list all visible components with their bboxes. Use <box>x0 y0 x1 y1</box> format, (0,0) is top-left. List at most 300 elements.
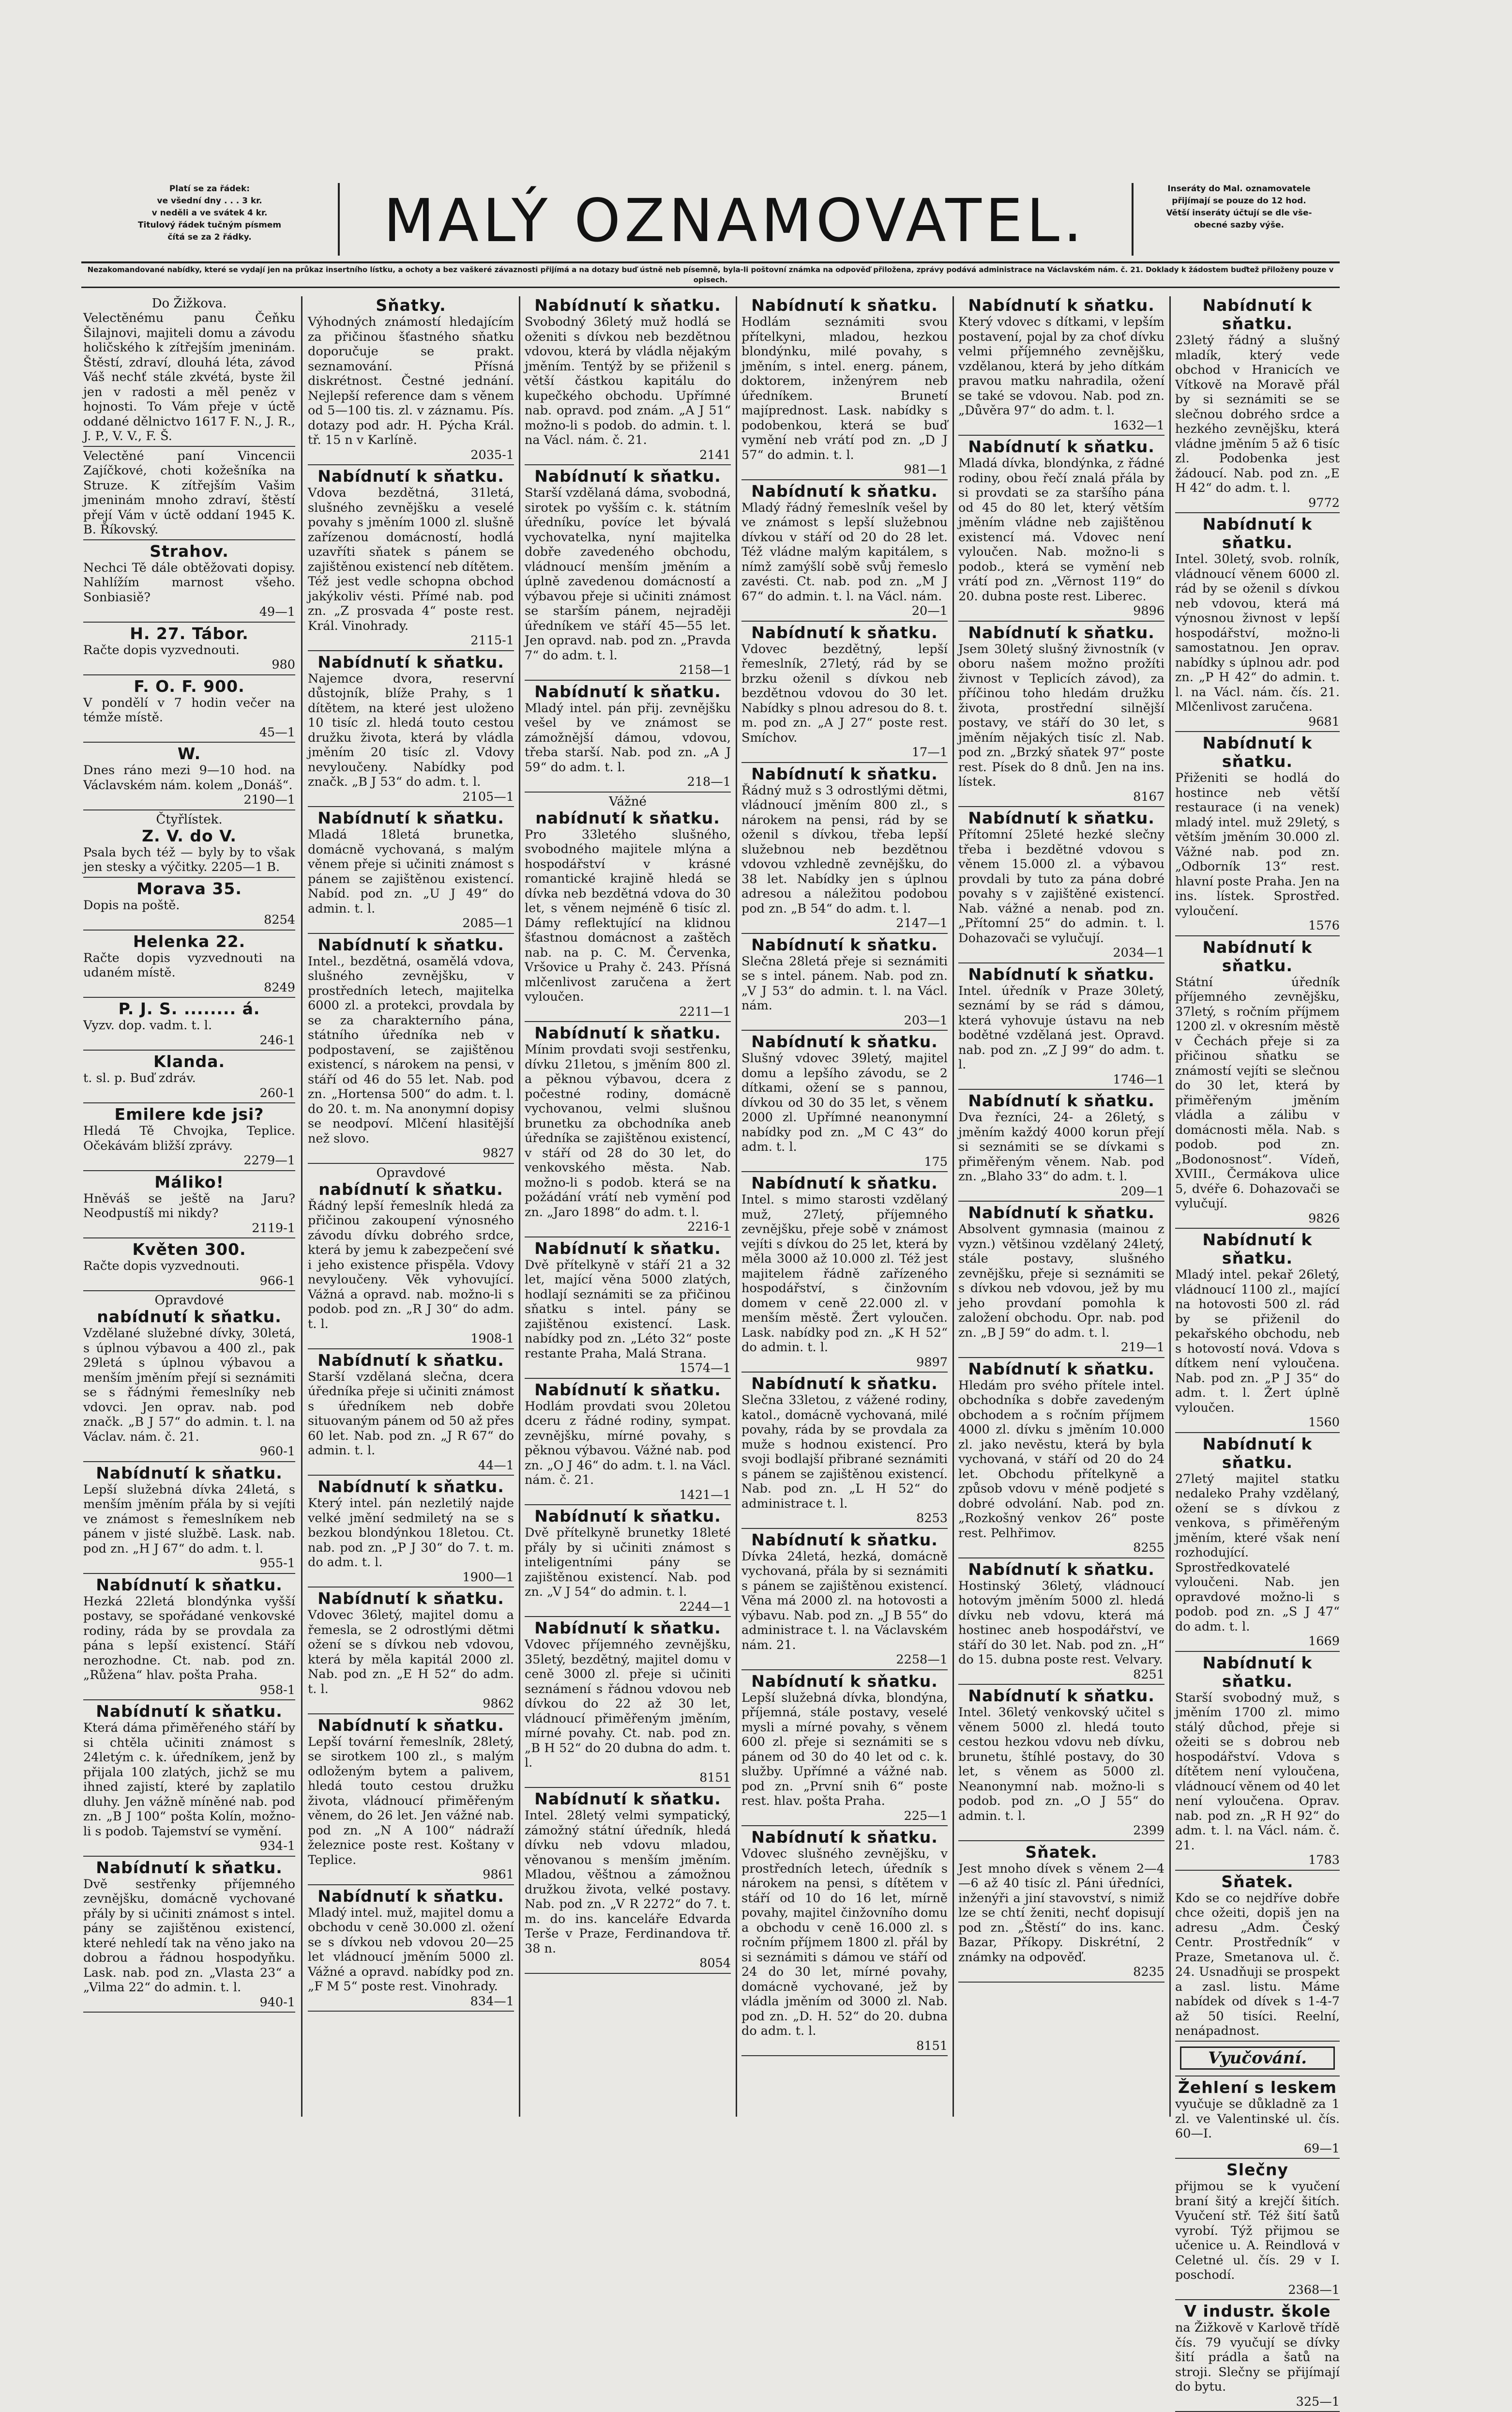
ad-text: Pro 33letého slušného, svobodného majitele mlýna a hospodářství v krásné romantické krajině hledá se dívka neb bezdětná vdova do 30 let, s věnem nejméně 6 tisíc zl. Dámy reflektující na klidnou šťastnou domácnost a zaštěch nab. na p. C. M. Červenka, Vršovice u Prahy č. 243. Přísná mlčenlivost zaručena a žert vyloučen. <box>525 827 731 1004</box>
ad-title: Nabídnutí k sňatku. <box>751 1828 938 1847</box>
ad-title: Nabídnutí k sňatku. <box>751 1530 938 1549</box>
classified-ad <box>308 467 514 651</box>
ad-text: Kdo se co nejdříve dobře chce ožeiti, dopiš jen na adresu „Adm. Český Centr. Prostředník“ v Praze, Smetanova ul. č. 24. Usnadňuji se prospekt a zasl. listu. Máme nabídek od dívek s 1-4-7 až 50 tisíci. Reelní, nenápadnost. <box>1175 1891 1340 2038</box>
pricing-box <box>81 183 340 256</box>
ad-code: 225—1 <box>904 1808 948 1823</box>
classified-ad <box>308 296 514 465</box>
ad-code: 8167 <box>1133 789 1164 804</box>
classified-ad <box>958 965 1164 1090</box>
ad-code: 2211—1 <box>679 1004 731 1019</box>
ad-code: 958-1 <box>259 1682 295 1697</box>
ad-text: Dívka 24letá, hezká, domácně vychovaná, přála by si seznámiti s pánem se zajištěnou existencí. Věna má 2000 zl. na hotovosti a výbavu. Nab. pod zn. „J B 55“ do administrace t. l. na Václavském nám. 21. <box>741 1549 948 1652</box>
classified-ad <box>83 296 295 447</box>
classified-ad <box>83 1053 295 1103</box>
ad-title: Nabídnutí k sňatku. <box>1202 733 1313 771</box>
ad-title: Nabídnutí k sňatku. <box>534 682 721 701</box>
ad-code: 45—1 <box>259 725 295 740</box>
ad-title: Nabídnutí k sňatku. <box>968 623 1155 642</box>
classified-ad <box>1175 1654 1340 1871</box>
ad-title: Nabídnutí k sňatku. <box>534 1507 721 1526</box>
ad-title: Nabídnutí k sňatku. <box>318 1350 504 1370</box>
inserts-box <box>1132 183 1340 256</box>
ad-text: Dvě přítelkyně v stáří 21 a 32 let, mající věna 5000 zlatých, hodlají seznámiti se za přičinou sňatku s intel. pány se zajištěnou existencí. Lask. nabídky pod zn. „Léto 32“ poste restante Praha, Malá Strana. <box>525 1257 731 1361</box>
ad-code: 834—1 <box>470 1994 514 2009</box>
classified-ad <box>308 1716 514 1885</box>
classified-ad <box>83 677 295 743</box>
classified-ad <box>741 1033 948 1172</box>
ad-code: 1632—1 <box>1113 418 1164 433</box>
ad-title: Nabídnutí k sňatku. <box>968 1203 1155 1222</box>
classified-ad <box>1175 296 1340 513</box>
ad-text: Račte dopis vyzvednouti na udaném místě. <box>83 950 295 980</box>
ad-code: 175 <box>924 1154 948 1169</box>
column-6 <box>1175 296 1340 2409</box>
ad-title: Nabídnutí k sňatku. <box>534 296 721 315</box>
ad-text: Přiženiti se hodlá do hostince neb větší restaurace (i na venek) mladý intel. muž 29letý, s větším jměním 30.000 zl. Vážné nab. pod zn. „Odborník 13“ rest. hlavní poste Praha. Jen na ins. lístek. Sprostřed. vyloučení. <box>1175 771 1340 918</box>
ad-kicker: Opravdové <box>376 1165 446 1180</box>
column-5 <box>958 296 1164 2117</box>
ad-text: Vzdělané služebné dívky, 30letá, s úplnou výbavou a 400 zl., pak 29letá s úplnou výbavou a menším jměním přejí si seznámiti se s řádnými řemeslníky neb vdovci. Jen oprav. nab. pod značk. „B J 57“ do admin. t. l. na Václav. nám. č. 21. <box>83 1326 295 1444</box>
ad-title: Nabídnutí k sňatku. <box>1202 1434 1313 1472</box>
ad-code: 934-1 <box>259 1839 295 1853</box>
classified-ad <box>83 625 295 675</box>
ad-text: Řádný lepší řemeslník hledá za přičinou zakoupení výnosného závodu dívku dobrého srdce, která by jemu k zabezpečení své i jeho existence přispěla. Vdovy nevyloučeny. Věk vyhovující. Vážná a opravd. nab. možno-li s podob. pod zn. „R J 30“ do adm. t. l. <box>308 1198 514 1331</box>
ad-title: Nabídnutí k sňatku. <box>1202 1230 1313 1267</box>
ad-title: Nabídnutí k sňatku. <box>318 809 504 827</box>
classified-ad <box>308 936 514 1164</box>
ad-code: 960-1 <box>259 1444 295 1459</box>
ad-title: Nabídnutí k sňatku. <box>751 481 938 501</box>
ad-title: Nabídnutí k sňatku. <box>751 1374 938 1393</box>
ad-code: 940-1 <box>259 1995 295 2010</box>
classified-ad <box>741 765 948 934</box>
ad-title: Nabídnutí k sňatku. <box>96 1702 283 1721</box>
classified-ad <box>308 809 514 934</box>
ad-code: 9827 <box>483 1146 514 1160</box>
ad-code: 1669 <box>1308 1634 1340 1649</box>
ad-code: 8251 <box>1133 1667 1164 1682</box>
ad-title: Strahov. <box>150 541 229 561</box>
ad-text: Račte dopis vyzvednouti. <box>83 1259 240 1273</box>
ad-code: 69—1 <box>1303 2141 1340 2156</box>
ad-title: Morava 35. <box>136 879 242 898</box>
classified-ad <box>525 1507 731 1617</box>
section-heading: Vyučování. <box>1180 2046 1335 2070</box>
ad-code: 2141 <box>699 447 731 462</box>
ad-title: Nabídnutí k sňatku. <box>751 1174 938 1192</box>
column-divider <box>301 296 302 2117</box>
ad-text: Dvě přítelkyně brunetky 18leté přály by si učiniti známost s inteligentními pány se zajištěnou existencí. Nab. pod zn. „V J 54“ do admin. t. l. <box>525 1526 731 1599</box>
ad-code: 8151 <box>699 1770 731 1785</box>
ad-title: Helenka 22. <box>133 931 246 951</box>
ad-code: 2119-1 <box>252 1221 295 1236</box>
ad-text: Jest mnoho dívek s věnem 2—4—6 až 40 tisíc zl. Páni úředníci, inženýři a jiní stavovství, s nimiž lze se chtí ženiti, nechť dopisují pod zn. „Štěstí“ do ins. kanc. Bazar, Příkopy. Diskrétní, 2 známky na odpověď. <box>958 1861 1164 1965</box>
classified-ad <box>741 1374 948 1529</box>
ad-title: Nabídnutí k sňatku. <box>968 1686 1155 1705</box>
ad-text: Slečna 28letá přeje si seznámiti se s intel. pánem. Nab. pod zn. „V J 53“ do admin. t. l. na Václ. nám. <box>741 954 948 1013</box>
ad-text: Mínim provdati svoji sestřenku, dívku 21letou, s jměním 800 zl. a pěknou výbavou, dcera z počestné rodiny, domácně vychovanou, velmi slušnou brunetku za obchodníka aneb úředníka se zajištěnou existencí, v stáří od 28 do 30 let, do venkovského města. Nab. možno-li s podob. která se na požádání vrátí neb vymění pod zn. „Jaro 1898“ do adm. t. l. <box>525 1042 731 1220</box>
ad-code: 9681 <box>1308 714 1340 729</box>
classified-ad <box>308 1478 514 1588</box>
ad-title: Nabídnutí k sňatku. <box>751 935 938 954</box>
ad-code: 2035-1 <box>470 447 514 462</box>
column-divider <box>1169 296 1171 2117</box>
ad-text: Dnes ráno mezi 9—10 hod. na Václavském nám. kolem „Donáš“. <box>83 763 295 793</box>
ad-text: Který vdovec s dítkami, v lepším postavení, pojal by za choť dívku velmi příjemného zevnějšku, vzdělanou, která by jeho dítkám pravou matku nahradila, ožení se také se vdovou. Nab. pod zn. „Důvěra 97“ do adm. t. l. <box>958 315 1164 418</box>
ad-kicker: Čtyřlístek. <box>156 812 223 827</box>
page-title: MALÝ OZNAMOVATEL. <box>383 186 1086 255</box>
classified-ad <box>1175 938 1340 1229</box>
classified-ad <box>525 296 731 465</box>
classified-ad <box>83 812 295 878</box>
ad-code: 2279—1 <box>243 1153 295 1168</box>
ad-code: 8249 <box>264 980 295 995</box>
classified-ad <box>83 1859 295 2013</box>
ad-kicker: Vážné <box>609 794 647 809</box>
ad-text: Který intel. pán nezletilý najde velké jmění sedmiletý na se s bezkou blondýnkou 18letou. Ct. nab. pod zn. „P J 30“ do 7. t. m. do adm. t. l. <box>308 1496 514 1570</box>
classified-ad <box>525 794 731 1023</box>
column-2 <box>308 296 514 2117</box>
ad-code: 8254 <box>264 913 295 927</box>
ad-title: Nabídnutí k sňatku. <box>534 1023 721 1042</box>
classified-ad <box>741 296 948 480</box>
ad-text: Lepší služebná dívka, blondýna, příjemná, stále postavy, veselé mysli a mírné povahy, s věnem 600 zl. přeje si seznámiti se s pánem od 30 do 40 let od c. k. služby. Upřímné a vážné nab. pod zn. „První snih 6“ poste rest. hlav. pošta Praha. <box>741 1690 948 1808</box>
classified-ad <box>741 1672 948 1827</box>
classified-ad <box>1175 1231 1340 1433</box>
ad-kicker: Opravdové <box>154 1293 224 1308</box>
ad-code: 49—1 <box>259 605 295 619</box>
ad-text: Státní úředník příjemného zevnějšku, 37letý, s ročním příjmem 1200 zl. v okresním městě v Čechách přeje si za přičinou sňatku se známostí vejíti se slečnou do 30 let, která by přiměřeným jměním vládla a zálibu v domácnosti měla. Nab. s podob. pod zn. „Bodonosnost“. Vídeň, XVIII., Čermákova ulice 5, dvéře 6. Dohazovači se vylučují. <box>1175 975 1340 1211</box>
ad-title: Žehlení s leskem <box>1178 2078 1337 2097</box>
ad-title: Nabídnutí k sňatku. <box>318 467 504 486</box>
ad-text: Mladý řádný řemeslník vešel by ve známost s lepší služebnou dívkou v stáří od 20 do 28 let. Též vládne malým kapitálem, s nímž zamýšlí sobě svůj řemeslo zavésti. Ct. nab. pod zn. „M J 67“ do admin. t. l. na Václ. nám. <box>741 500 948 604</box>
classified-ad <box>525 683 731 793</box>
ad-code: 1746—1 <box>1113 1072 1164 1087</box>
ad-text: Dva řezníci, 24- a 26letý, s jměním každý 4000 korun přejí si seznámiti se se dívkami s přiměřeným věnem. Nab. pod zn. „Blaho 33“ do adm. t. l. <box>958 1110 1164 1184</box>
ad-text: Hezká 22letá blondýnka vyšší postavy, se spořádané venkovské rodiny, ráda by se provdala za pána s lepší existencí. Stáří nerozhodne. Ct. nab. pod zn. „Růžena“ hlav. pošta Praha. <box>83 1594 295 1682</box>
column-divider <box>519 296 520 2117</box>
ad-text: Velectěné paní Vincencii Zajíčkové, choti kožešníka na Struze. K zítřejším Vašim jmeninám mnoho zdraví, štěstí přejí Vám v úctě oddaní 1945 K. B. Říkovský. <box>83 448 295 537</box>
ad-title: Nabídnutí k sňatku. <box>1202 515 1313 552</box>
ad-title: W. <box>177 744 201 763</box>
classified-ad <box>741 1174 948 1373</box>
ad-title: Nabídnutí k sňatku. <box>534 1238 721 1258</box>
classified-ad <box>83 1240 295 1291</box>
ad-text: 23letý řádný a slušný mladík, který vede obchod v Hranicích ve Vítkově na Moravě přál by si seznámiti se se slečnou dobrého srdce a hezkého zevnějšku, která vládne jměním 5 až 6 tisíc zl. Podobenka jest žádoucí. Nab. pod zn. „E H 42“ do adm. t. l. <box>1175 333 1340 495</box>
ad-code: 1560 <box>1308 1415 1340 1430</box>
classified-ad <box>308 1589 514 1714</box>
ad-text: Starší vzdělaná dáma, svobodná, sirotek po vyšším c. k. státním úředníku, povíce let bývalá vychovatelka, nyní majitelka dobře zavedeného obchodu, vládnoucí menším jměním a úplně zavedenou domácností a výbavou přeje si učiniti známost se starším pánem, nejraději úředníkem ve stáří 45—55 let. Jen opravd. nab. pod zn. „Pravda 7“ do adm. t. l. <box>525 486 731 663</box>
classified-ad <box>83 1105 295 1171</box>
classified-ad <box>1175 2046 1340 2077</box>
classified-ad <box>83 1464 295 1574</box>
ad-title: Máliko! <box>154 1172 224 1191</box>
ad-code: 1574—1 <box>679 1361 731 1375</box>
ad-title: Nabídnutí k sňatku. <box>534 1789 721 1808</box>
column-1 <box>83 296 295 2117</box>
classified-ad <box>741 936 948 1031</box>
ad-code: 246-1 <box>259 1033 295 1048</box>
ad-code: 1908-1 <box>470 1331 514 1346</box>
ad-title: H. 27. Tábor. <box>130 624 249 643</box>
ad-code: 2147—1 <box>896 916 948 931</box>
ad-title: Nabídnutí k sňatku. <box>1202 937 1313 975</box>
ad-code: 9772 <box>1308 495 1340 510</box>
ad-title: Nabídnutí k sňatku. <box>968 1359 1155 1378</box>
ad-text: Nechci Tě dále obtěžovati dopisy. Nahlížím marnost všeho. Sonbiasiě? <box>83 560 295 605</box>
classified-ad <box>83 1000 295 1051</box>
ad-title: Nabídnutí k sňatku. <box>968 809 1155 827</box>
ad-text: Mladý intel. pekař 26letý, vládnoucí 1100 zl., mající na hotovosti 500 zl. rád by se přiženil do pekařského obchodu, neb s hotovostí nová. Vdova s dítkem není vyloučena. Nab. pod zn. „P J 35“ do adm. t. l. Žert úplně vyloučen. <box>1175 1267 1340 1415</box>
classified-ad <box>1175 2078 1340 2159</box>
ad-code: 955-1 <box>259 1556 295 1571</box>
ad-text: Vdovec bezdětný, lepší řemeslník, 27letý, rád by se brzku oženil s dívkou neb bezdětnou vdovou do 30 let. Nabídky s plnou adresou do 8. t. m. pod zn. „A J 27“ poste rest. Smíchov. <box>741 641 948 745</box>
ad-text: Slušný vdovec 39letý, majitel domu a lepšího závodu, se 2 dítkami, ožení se s pannou, dívkou od 30 do 35 let, s věnem 2000 zl. Upřímné neanonymní nabídky pod zn. „M C 43“ do adm. t. l. <box>741 1051 948 1154</box>
ad-code: 325—1 <box>1296 2394 1340 2409</box>
pricing-line: Platí se za řádek: <box>169 184 250 194</box>
pricing-line: Titulový řádek tučným písmem <box>137 220 282 230</box>
ad-title: Nabídnutí k sňatku. <box>318 935 504 954</box>
ad-text: Hledám pro svého přítele intel. obchodníka s dobře zavedeným obchodem a s ročním příjmem 4000 zl. dívku s jměním 10.000 zl. jako nevěstu, která by byla vychovaná, v stáří od 20 do 24 let. Obchodu přítelkyně a způsob vdovu v méně podjeté s dobré odvolání. Nab. pod zn. „Rozkošný venkov 26“ poste rest. Pelhřimov. <box>958 1378 1164 1541</box>
ad-title: Nabídnutí k sňatku. <box>1202 1653 1313 1691</box>
ad-code: 9861 <box>483 1867 514 1882</box>
classified-ad <box>741 1531 948 1670</box>
ad-title: V industr. škole <box>1184 2302 1331 2320</box>
ad-title: Nabídnutí k sňatku. <box>534 1618 721 1637</box>
ad-title: Nabídnutí k sňatku. <box>751 623 938 642</box>
classified-ad <box>958 624 1164 808</box>
pricing-line: čítá se za 2 řádky. <box>167 232 252 242</box>
ad-code: 2216-1 <box>687 1220 731 1234</box>
column-divider <box>736 296 737 2117</box>
classified-ad <box>525 1381 731 1506</box>
inserts-line: obecné sazby výše. <box>1194 220 1284 230</box>
ad-text: Absolvent gymnasia (mainou z vyzn.) většinou vzdělaný 24letý, stále postavy, slušného zevnějšku, přeje si seznámiti se s dívkou neb vdovou, jež by mu jeho provdaní pomohla k založení obchodu. Opr. nab. pod zn. „B J 59“ do adm. t. l. <box>958 1222 1164 1340</box>
ad-code: 2115-1 <box>470 633 514 648</box>
ad-title: Nabídnutí k sňatku. <box>318 1589 504 1608</box>
ad-text: Vyzv. dop. vadm. t. l. <box>83 1018 212 1033</box>
ad-code: 2399 <box>1133 1823 1164 1838</box>
ad-code: 1421—1 <box>679 1487 731 1502</box>
ad-code: 2085—1 <box>462 916 514 931</box>
ad-text: Intel. 28letý velmi sympatický, zámožný státní úředník, hledá dívku neb vdovu mladou, věnovanou s menším jměním. Mladou, věštnou a zámožnou družkou života, velké postavy. Nab. pod zn. „V R 2272“ do 7. t. m. do ins. kanceláře Edvarda Terše v Praze, Ferdinandova tř. 38 n. <box>525 1808 731 1956</box>
ad-text: Hněváš se ještě na Jaru? Neodpustíš mi nikdy? <box>83 1191 295 1221</box>
column-4 <box>741 296 948 2117</box>
ad-title: P. J. S. ........ á. <box>118 999 260 1018</box>
classified-ad <box>525 1619 731 1788</box>
ad-text: Slečna 33letou, z vážené rodiny, katol., domácně vychovaná, milé povahy, ráda by se provdala za muže s hodnou existencí. Pro svoji bodlajší přibrané seznámiti s pánem se zajištěnou existencí. Nab. pod zn. „L H 52“ do administrace t. l. <box>741 1393 948 1511</box>
ad-code: 2105—1 <box>462 789 514 804</box>
inserts-line: přijímají se pouze do 12 hod. <box>1172 196 1306 206</box>
ad-text: Vdovec příjemného zevnějšku, 35letý, bezdětný, majitel domu v ceně 3000 zl. přeje si učiniti seznámení s řádnou vdovou neb dívkou do 22 až 30 let, vládnoucí přiměřeným jměním, mírné povahy. Ct. nab. pod zn. „B H 52“ do 20 dubna do adm. t. l. <box>525 1637 731 1770</box>
classified-ad <box>958 809 1164 963</box>
ad-code: 9896 <box>1133 604 1164 618</box>
ad-code: 219—1 <box>1120 1340 1164 1355</box>
ad-text: V pondělí v 7 hodin večer na témže místě. <box>83 695 295 725</box>
ad-text: Mladá 18letá brunetka, domácně vychovaná, s malým věnem přeje si učiniti známost s pánem se zajištěnou existencí. Nabíd. pod zn. „U J 49“ do admin. t. l. <box>308 827 514 916</box>
classified-ad <box>525 467 731 681</box>
classified-ad <box>1175 1435 1340 1652</box>
ad-code: 260-1 <box>259 1085 295 1100</box>
pricing-line: v neděli a ve svátek 4 kr. <box>151 208 268 218</box>
classified-ad <box>1175 2302 1340 2412</box>
classified-ad <box>83 1173 295 1239</box>
ad-title: Nabídnutí k sňatku. <box>534 467 721 486</box>
ad-title: Nabídnutí k sňatku. <box>318 1886 504 1906</box>
classified-ad <box>958 296 1164 436</box>
ad-text: Lepší služebná dívka 24letá, s menším jměním přála by si vejíti ve známost s řemeslníkem neb pánem v jisté službě. Lask. nab. pod zn. „H J 67“ do adm. t. l. <box>83 1482 295 1556</box>
classified-ad <box>308 653 514 808</box>
ad-title: nabídnutí k sňatku. <box>318 1179 503 1199</box>
ad-code: 1783 <box>1308 1853 1340 1867</box>
ad-text: Jsem 30letý slušný živnostník (v oboru našem možno prožíti živnost v Teplicích závod), za příčinou toho hledám družku života, prostřední silnější postavy, ve stáří do 30 let, s jměním nějakých tisíc zl. Nab. pod zn. „Brzký sňatek 97“ poste rest. Písek do 8 dnů. Jen na ins. lístek. <box>958 641 1164 789</box>
classified-ad <box>1175 734 1340 936</box>
classified-ad <box>741 624 948 763</box>
ad-title: Sňatky. <box>376 296 446 315</box>
ad-code: 9826 <box>1308 1211 1340 1226</box>
ad-text: Račte dopis vyzvednouti. <box>83 642 240 657</box>
ad-code: 8253 <box>916 1511 948 1526</box>
ad-title: Nabídnutí k sňatku. <box>968 437 1155 456</box>
ad-title: Nabídnutí k sňatku. <box>318 652 504 672</box>
ad-title: Z. V. do V. <box>142 826 237 845</box>
ad-title: nabídnutí k sňatku. <box>97 1307 282 1326</box>
ad-text: Intel. s mimo starosti vzdělaný muž, 27letý, příjemného zevnějšku, přeje sobě v známost vejíti s dívkou do 25 let, která by měla 3000 až 10.000 zl. Též jest majitelem řádně zařízeného hospodářství, s činžovním domem v ceně 22.000 zl. v menším městě. Žert vyloučen. Lask. nabídky pod zn. „K H 52“ do admin. t. l. <box>741 1192 948 1355</box>
inserts-line: Větší inseráty účtují se dle vše- <box>1166 208 1312 218</box>
ad-text: Intel. 30letý, svob. rolník, vládnoucí věnem 6000 zl. rád by se oženil s dívkou neb vdovou, která má výnosnou živnost v lepší hospodářství, možno-li samostatnou. Jen oprav. nabídky s úplnou adr. pod zn. „P H 42“ do admin. t. l. na Václ. nám. čís. 21. Mlčenlivost zaručena. <box>1175 552 1340 714</box>
classified-ad <box>958 1204 1164 1358</box>
ad-text: Intel., bezdětná, osamělá vdova, slušného zevnějšku, v prostředních letech, majitelka 6000 zl. a protekci, provdala by se za charakterního pána, státního úředníka neb v podpostavení, se zajištěnou existencí, s nárokem na pensi, v stáří od 46 do 55 let. Nab. pod zn. „Hortensa 500“ do adm. t. l. do 20. t. m. Na anonymní dopisy se neodpoví. Mlčení hlasitější než slovo. <box>308 954 514 1146</box>
ad-code: 2190—1 <box>243 793 295 807</box>
ad-code: 2034—1 <box>1113 946 1164 960</box>
ad-text: Intel. úředník v Praze 30letý, seznámí by se rád s dámou, která vyhovuje ústavu na neb bodětné vzdělaná jest. Opravd. nab. pod zn. „Z J 99“ do adm. t. l. <box>958 983 1164 1072</box>
ad-code: 203—1 <box>904 1013 948 1028</box>
ad-title: Nabídnutí k sňatku. <box>968 1559 1155 1579</box>
ad-text: Vdova bezdětná, 31letá, slušného zevnějšku a veselé povahy s jměním 1000 zl. slušně zařízenou domácností, hodlá uzavříti sňatek s pánem se zajištěnou existencí neb dítětem. Též jest vedle schopna obchod jakýkoliv vésti. Přímé nab. pod zn. „Z prosvada 4“ poste rest. Král. Vinohrady. <box>308 486 514 633</box>
ad-title: Sňatek. <box>1025 1842 1098 1862</box>
ad-text: Velectěnému panu Čeňku Šilajnovi, majiteli domu a závodu holičského k zítřejším jmeninám. Štěstí, zdraví, dlouhá léta, závod Váš nechť stále zkvétá, byste žil jen v radosti a měl peněz v hojnosti. To Vám přeje v úctě oddané dělnictvo 1617 F. N., J. R., J. P., V. V., F. Š. <box>83 311 295 443</box>
classified-ad <box>958 1360 1164 1558</box>
classified-ad <box>525 1790 731 1974</box>
ad-title: Květen 300. <box>132 1240 246 1259</box>
pricing-line: ve všední dny . . . 3 kr. <box>157 196 262 206</box>
ad-text: Hostinský 36letý, vládnoucí hotovým jměním 5000 zl. hledá dívku neb vdovu, která má hostinec aneb hospodářství, ve stáří do 30 let. Nab. pod zn. „H“ do 15. dubna poste rest. Velvary. <box>958 1578 1164 1667</box>
ad-text: Psala bych též — byly by to však jen stesky a výčitky. 2205—1 B. <box>83 845 295 874</box>
classified-ad <box>958 438 1164 622</box>
ad-code: 981—1 <box>904 462 948 477</box>
ad-title: nabídnutí k sňatku. <box>535 808 720 827</box>
classified-ad <box>525 1024 731 1237</box>
classified-ad <box>83 932 295 998</box>
ad-code: 8235 <box>1133 1965 1164 1979</box>
ad-title: Nabídnutí k sňatku. <box>968 964 1155 984</box>
ad-text: Mladý intel. muž, majitel domu a obchodu v ceně 30.000 zl. ožení se s dívkou neb vdovou 20—25 let vládnoucí jměním 5000 zl. Vážné a opravd. nabídky pod zn. „F M 5“ poste rest. Vinohrady. <box>308 1905 514 1994</box>
classified-ad <box>958 1687 1164 1841</box>
header-notice: Nezakomandované nabídky, které se vydají jen na průkaz insertního lístku, a ochoty a bez vaškeré závaznosti přijímá a na dotazy buď ústně neb písemně, byla-li poštovní známka na odpověď přiložena, zprávy podává administrace na Václavském nám. č. 21. Doklady k žádostem buďtež přiloženy pouze v opisech. <box>81 261 1340 288</box>
ad-code: 218—1 <box>687 775 731 789</box>
classified-ad <box>1175 1873 1340 2042</box>
ad-text: na Žižkově v Karlově třídě čís. 79 vyučují se dívky šití prádla a šatů na stroji. Slečny se přijímají do bytu. <box>1175 2320 1340 2394</box>
ad-title: Nabídnutí k sňatku. <box>751 1032 938 1051</box>
ad-text: Intel. 36letý venkovský učitel s věnem 5000 zl. hledá touto cestou hezkou vdovu neb dívku, brunetu, štíhlé postavy, do 30 let, s věnem as 5000 zl. Neanonymní nab. možno-li s podob. pod zn. „O J 55“ do admin. t. l. <box>958 1705 1164 1823</box>
classified-ad <box>83 745 295 810</box>
ad-title: Slečny <box>1226 2160 1289 2179</box>
column-3 <box>525 296 731 2117</box>
classified-ad <box>83 449 295 540</box>
ad-text: t. sl. p. Buď zdráv. <box>83 1071 196 1085</box>
classified-ad <box>308 1351 514 1476</box>
classified-ad <box>958 1843 1164 1983</box>
ad-text: 27letý majitel statku nedaleko Prahy vzdělaný, ožení se s dívkou z venkova, s přiměřeným jměním, které však není rozhodující. Sprostředkovatelé vyloučeni. Nab. jen opravdové možno-li s podob. pod zn. „S J 47“ do adm. t. l. <box>1175 1471 1340 1634</box>
classified-ad <box>83 542 295 623</box>
ad-text: Dopis na poště. <box>83 898 180 913</box>
ad-title: Nabídnutí k sňatku. <box>96 1575 283 1594</box>
ad-code: 9897 <box>916 1355 948 1370</box>
ad-title: Nabídnutí k sňatku. <box>96 1463 283 1482</box>
ad-text: Starší vzdělaná slečna, dcera úředníka přeje si učiniti známost s úředníkem neb dobře situovaným pánem od 50 až přes 60 let. Nab. pod zn. „J R 67“ do admin. t. l. <box>308 1369 514 1458</box>
ad-text: Mladá dívka, blondýnka, z řádné rodiny, obou řečí znalá přála by si provdati se za staršího pána od 45 do 80 let, který větším jměním vládne neb zajištěnou existencí má. Vdovec není vyloučen. Nab. možno-li s podob., která se vymění neb vrátí pod zn. „Věrnost 119“ do 20. dubna poste rest. Liberec. <box>958 456 1164 604</box>
ad-text: Hodlám seznámiti svou přítelkyni, mladou, hezkou blondýnku, milé povahy, s jměním, s intel. energ. pánem, doktorem, inženýrem neb úředníkem. Brunetí majíprednost. Lask. nabídky s podobenkou, která se buď vymění neb vrátí pod zn. „D J 57“ do admin. t. l. <box>741 315 948 462</box>
ad-code: 8255 <box>1133 1541 1164 1555</box>
ad-code: 209—1 <box>1120 1184 1164 1199</box>
ad-code: 2158—1 <box>679 663 731 677</box>
column-divider <box>953 296 954 2117</box>
classified-ad <box>741 1828 948 2056</box>
ad-text: Lepší tovární řemeslník, 28letý, se sirotkem 100 zl., s malým odloženým bytem a palivem, hledá touto cestou družku života, vládnoucí přiměřeným věnem, do 26 let. Jen vážné nab. pod zn. „N A 100“ nádraží železnice poste rest. Koštany v Teplice. <box>308 1734 514 1867</box>
classified-ad <box>741 482 948 622</box>
ad-code: 8151 <box>916 2038 948 2053</box>
ad-code: 20—1 <box>911 604 948 618</box>
ad-title: Nabídnutí k sňatku. <box>318 1477 504 1496</box>
ad-text: Řádný muž s 3 odrostlými dětmi, vládnoucí jměním 800 zl., s nárokem na pensi, rád by se oženil s dívkou, třeba lepší služebnou neb bezdětnou vdovou vzhledně zevnějšku, do 38 let. Nabídky jen s úplnou adresou a náležitou podobou pod zn. „B 54“ do adm. t. l. <box>741 783 948 916</box>
ad-text: Vdovec 36letý, majitel domu a řemesla, se 2 odrostlými dětmi ožení se s dívkou neb vdovou, která by měla kapitál 2000 zl. Nab. pod zn. „E H 52“ do adm. t. l. <box>308 1608 514 1696</box>
ad-text: Výhodných známostí hledajícím za přičinou šťastného sňatku doporučuje se prakt. seznamování. Přísná diskrétnost. Čestné jednání. Nejlepší reference dam s věnem od 5—100 tis. zl. v záznamu. Pís. dotazy pod adr. H. Pýcha Král. tř. 15 n v Karlíně. <box>308 315 514 447</box>
ad-code: 966-1 <box>259 1273 295 1288</box>
ad-text: přijmou se k vyučení braní šitý a krejčí šitích. Vyučení stř. Též šití šatů vyrobí. Týž přijmou se učenice u. A. Reindlová v Celetné ul. čís. 29 v I. poschodí. <box>1175 2179 1340 2282</box>
ad-code: 2244—1 <box>679 1599 731 1614</box>
ad-text: Hledá Tě Chvojka, Teplice. Očekávám bližší zprávy. <box>83 1124 295 1153</box>
ad-text: Mladý intel. pán přij. zevnějšku vešel by ve známost se zámožnější dámou, vdovou, třeba starší. Nab. pod zn. „A J 59“ do adm. t. l. <box>525 701 731 775</box>
ad-text: vyučuje se důkladně za 1 zl. ve Valentinské ul. čís. 60—I. <box>1175 2097 1340 2141</box>
ad-text: Hodlám provdati svou 20letou dceru z řádné rodiny, sympat. zevnějšku, mírné povahy, s pěknou výbavou. Vážné nab. pod zn. „O J 46“ do adm. t. l. na Václ. nám. č. 21. <box>525 1399 731 1487</box>
ad-title: Emilere kde jsi? <box>114 1105 264 1124</box>
ad-code: 1576 <box>1308 918 1340 933</box>
ad-text: Svobodný 36letý muž hodlá se oženiti s dívkou neb bezdětnou vdovou, která by vládla nějakým jměním. Tentýž by se přiženil s větší částkou kapitálu do kupečkého obchodu. Upřímné nab. opravd. pod znám. „A J 51“ možno-li s podob. do admin. t. l. na Václ. nám. č. 21. <box>525 315 731 447</box>
ad-code: 9862 <box>483 1696 514 1711</box>
classified-ad <box>1175 2161 1340 2300</box>
classified-ad <box>308 1887 514 2012</box>
ad-text: Přítomní 25leté hezké slečny třeba i bezdětné vdovou s věnem 15.000 zl. a výbavou provdali by tuto za pána dobré povahy s v zajištěné existencí. Nab. vážné a nenab. pod zn. „Přítomní 25“ do admin. t. l. Dohazovači se vylučují. <box>958 827 1164 946</box>
ad-title: Sňatek. <box>1221 1872 1294 1891</box>
ad-code: 17—1 <box>911 745 948 760</box>
classified-ad <box>83 1293 295 1462</box>
classified-ad <box>958 1092 1164 1202</box>
classified-ad <box>1175 515 1340 732</box>
ad-text: Starší svobodný muž, s jměním 1700 zl. mimo stálý důchod, přeje si ožeiti se s dobrou neb hospodářství. Vdova s dítětem není vyloučena, vládnoucí věnem od 40 let není vyloučena. Oprav. nab. pod zn. „R H 92“ do adm. t. l. na Václ. nám. č. 21. <box>1175 1690 1340 1853</box>
ad-kicker: Do Žižkova. <box>151 296 227 311</box>
ad-title: Nabídnutí k sňatku. <box>96 1858 283 1877</box>
ad-title: Nabídnutí k sňatku. <box>968 1091 1155 1110</box>
ad-title: F. O. F. 900. <box>134 676 245 696</box>
ad-title: Nabídnutí k sňatku. <box>751 764 938 783</box>
ad-code: 980 <box>272 657 295 672</box>
ad-code: 8054 <box>699 1956 731 1970</box>
ad-title: Nabídnutí k sňatku. <box>534 1380 721 1399</box>
classified-ad <box>308 1166 514 1349</box>
ad-code: 44—1 <box>478 1458 514 1473</box>
classified-ad <box>958 1560 1164 1685</box>
ad-title: Nabídnutí k sňatku. <box>1202 296 1313 333</box>
